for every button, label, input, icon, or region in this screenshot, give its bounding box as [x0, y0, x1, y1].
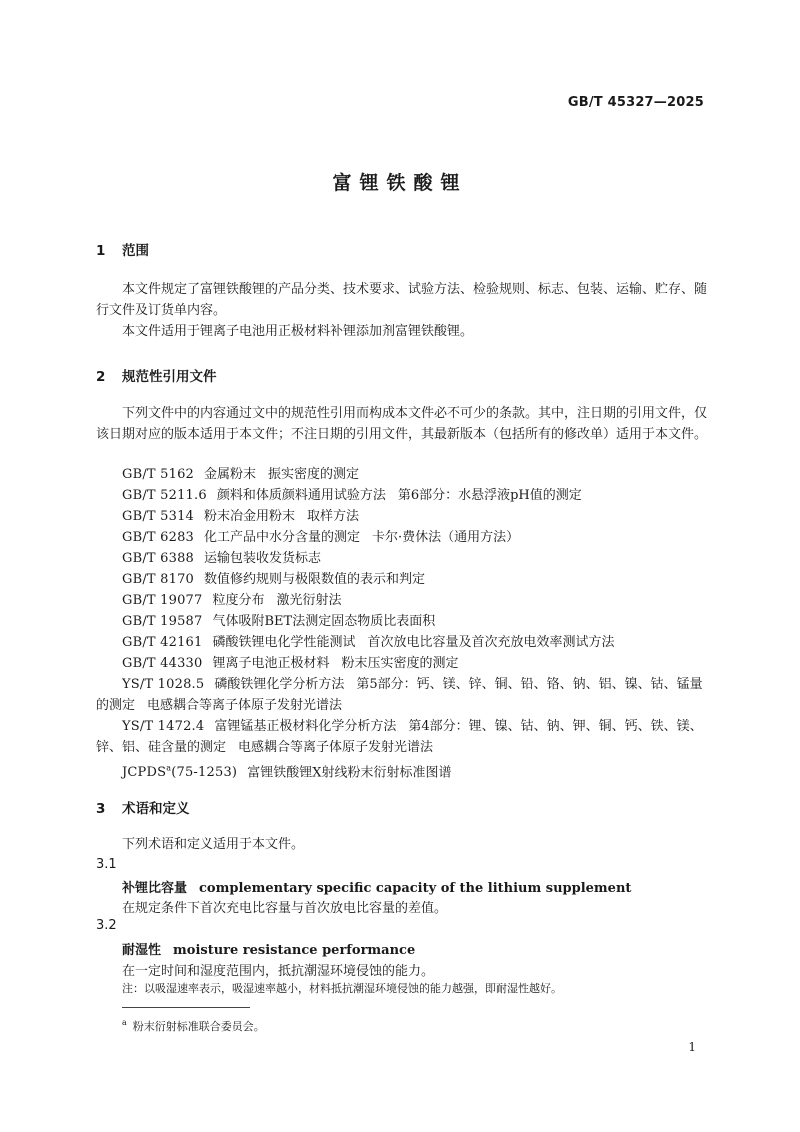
reference-title: 锂离子电池正极材料 [212, 656, 330, 671]
section-number: 2 [96, 369, 106, 385]
reference-code: GB/T 8170 [122, 572, 195, 587]
reference-item [96, 465, 714, 486]
reference-tail: 电感耦合等离子体原子发射光谱法 [147, 697, 343, 713]
reference-item [96, 570, 714, 591]
term-definition: 在规定条件下首次充电比容量与首次放电比容量的差值。 [122, 901, 448, 916]
reference-subtitle: 振实密度的测定 [268, 467, 360, 482]
reference-item [96, 486, 714, 507]
reference-title: 磷酸铁锂化学分析方法 [214, 677, 345, 692]
scope-paragraph-1: 本文件规定了富锂铁酸锂的产品分类、技术要求、试验方法、检验规则、标志、包装、运输、贮存、随行文件及订货单内容。 [96, 282, 708, 318]
reference-subtitle: 首次放电比容量及首次充放电效率测试方法 [367, 635, 615, 650]
term-name-en: moisture resistance performance [173, 943, 416, 958]
term-number: 3.2 [96, 918, 117, 933]
reference-item [96, 612, 714, 633]
section-number: 1 [96, 243, 106, 259]
term-name-zh: 补锂比容量 [122, 881, 188, 896]
reference-title: 磷酸铁锂电化学性能测试 [212, 635, 356, 650]
reference-code: GB/T 6283 [122, 530, 195, 545]
section-title: 术语和定义 [122, 801, 190, 817]
reference-item [96, 675, 714, 717]
reference-subtitle: 卡尔·费休法（通用方法） [372, 530, 520, 545]
document-title: 富锂铁酸锂 [332, 172, 468, 194]
section-3-heading [96, 797, 190, 817]
reference-item [96, 507, 714, 528]
reference-item [96, 549, 714, 570]
footnote-divider [122, 1007, 250, 1008]
term-name [122, 939, 415, 958]
term-name-en: complementary specific capacity of the lithium supplement [199, 881, 632, 896]
reference-item [96, 633, 714, 654]
term-name-zh: 耐湿性 [122, 943, 162, 958]
footnote-marker: a [166, 764, 172, 773]
reference-item [96, 759, 714, 784]
page-number: 1 [688, 1040, 696, 1054]
references-intro: 下列文件中的内容通过文中的规范性引用而构成本文件必不可少的条款。其中，注日期的引用文件，仅该日期对应的版本适用于本文件；不注日期的引用文件，其最新版本（包括所有的修改单）适用于本文件。 [96, 406, 708, 442]
reference-code: GB/T 42161 [122, 635, 203, 650]
reference-title: 金属粉末 [204, 467, 257, 482]
reference-title: 运输包装收发货标志 [204, 551, 322, 566]
footnote [122, 1018, 265, 1034]
term-number: 3.1 [96, 857, 117, 872]
reference-code: YS/T 1028.5 [122, 677, 205, 692]
reference-code: GB/T 19587 [122, 614, 203, 629]
section-number: 3 [96, 801, 106, 817]
terms-intro: 下列术语和定义适用于本文件。 [122, 837, 305, 852]
term-name [122, 877, 631, 896]
reference-title: 颜料和体质颜料通用试验方法 [216, 488, 386, 503]
reference-title: 富锂锰基正极材料化学分析方法 [214, 719, 397, 734]
reference-code: GB/T 5314 [122, 509, 195, 524]
reference-code: GB/T 44330 [122, 656, 203, 671]
reference-subtitle: 激光衍射法 [276, 593, 342, 608]
section-title: 规范性引用文件 [122, 369, 217, 385]
footnote-text: 粉末衍射标准联合委员会。 [132, 1020, 265, 1033]
reference-title: 气体吸附BET法测定固态物质比表面积 [212, 614, 436, 629]
reference-tail: 电感耦合等离子体原子发射光谱法 [238, 739, 434, 755]
reference-item [96, 528, 714, 549]
reference-title: 化工产品中水分含量的测定 [204, 530, 361, 545]
term-definition: 在一定时间和湿度范围内，抵抗潮湿环境侵蚀的能力。 [122, 964, 435, 979]
reference-code: GB/T 6388 [122, 551, 195, 566]
reference-item [96, 591, 714, 612]
reference-title: 数值修约规则与极限数值的表示和判定 [204, 572, 426, 587]
reference-subtitle: 第4部分：锂、镍、钴、钠、钾、铜、钙、铁、镁、锌、铝、硅含量的测定 [96, 719, 703, 755]
section-2-heading [96, 365, 217, 385]
reference-code: YS/T 1472.4 [122, 719, 205, 734]
reference-code [122, 765, 237, 780]
reference-code-suffix: (75-1253) [171, 765, 238, 781]
section-1-heading [96, 239, 149, 259]
reference-code-name: JCPDS [122, 765, 167, 781]
reference-code: GB/T 5211.6 [122, 488, 207, 503]
reference-title: 富锂铁酸锂X射线粉末衍射标准图谱 [247, 765, 452, 781]
reference-subtitle: 第5部分：钙、镁、锌、铜、铅、铬、钠、铝、镍、钴、锰量的测定 [96, 677, 703, 713]
reference-title: 粉末冶金用粉末 [204, 509, 296, 524]
reference-subtitle: 第6部分：水悬浮液pH值的测定 [397, 488, 582, 503]
reference-code: GB/T 5162 [122, 467, 195, 482]
reference-code: GB/T 19077 [122, 593, 203, 608]
reference-subtitle: 取样方法 [307, 509, 360, 524]
footnote-marker: a [122, 1018, 127, 1028]
reference-subtitle: 粉末压实密度的测定 [341, 656, 459, 671]
scope-paragraph-2: 本文件适用于锂离子电池用正极材料补锂添加剂富锂铁酸锂。 [122, 324, 474, 339]
standard-number: GB/T 45327—2025 [567, 95, 704, 110]
reference-item [96, 717, 714, 759]
reference-title: 粒度分布 [212, 593, 265, 608]
reference-item [96, 654, 714, 675]
term-note: 注：以吸湿速率表示，吸湿速率越小，材料抵抗潮湿环境侵蚀的能力越强，即耐湿性越好。 [122, 982, 562, 995]
section-title: 范围 [122, 243, 149, 259]
